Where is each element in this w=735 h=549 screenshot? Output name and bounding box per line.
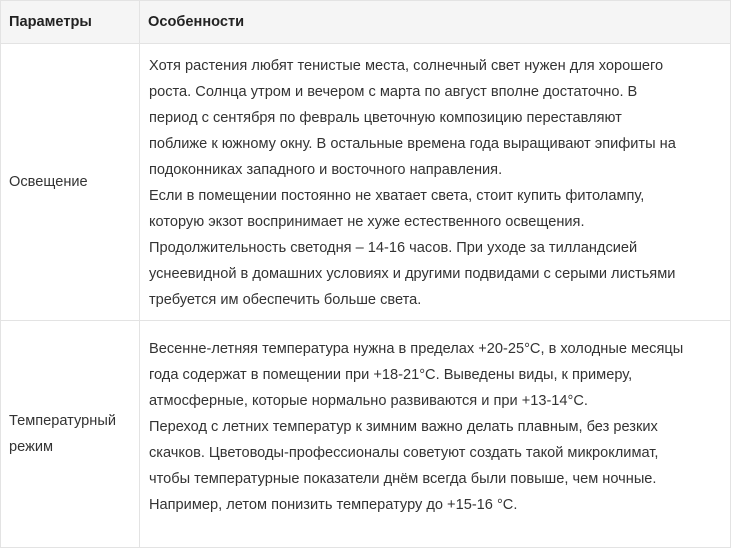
text-line: подоконниках западного и восточного направления. — [149, 162, 503, 178]
text-line: Хотя растения любят тенистые места, солнечный свет нужен для хорошего — [149, 58, 664, 74]
text-line: которую экзот воспринимает не хуже естественного освещения. — [149, 214, 585, 230]
text-line: Если в помещении постоянно не хватает света, стоит купить фитолампу, — [149, 188, 645, 204]
text-line: поближе к южному окну. В остальные времена года выращивают эпифиты на — [149, 136, 676, 152]
text-line: Переход с летних температур к зимним важно делать плавным, без резких — [149, 419, 658, 435]
text-line: Например, летом понизить температуру до +15-16 °С. — [149, 497, 518, 513]
param-label-line: режим — [9, 439, 54, 455]
header-label-features: Особенности — [148, 14, 245, 30]
param-label-line: Температурный — [9, 413, 116, 429]
table-header-row — [1, 1, 731, 44]
text-line: период с сентября по февраль цветочную композицию переставляют — [149, 110, 622, 126]
text-line: чтобы температурные показатели днём всегда были повыше, чем ночные. — [149, 471, 657, 487]
param-cell-lighting — [1, 44, 140, 321]
features-cell-lighting — [140, 44, 731, 321]
text-line: атмосферные, которые нормально развиваются и при +13-14°С. — [149, 393, 588, 409]
table-row-temperature — [1, 321, 731, 548]
features-text-lighting — [140, 51, 730, 313]
param-label-temperature — [1, 408, 139, 460]
text-line: скачков. Цветоводы-профессионалы советуют создать такой микроклимат, — [149, 445, 659, 461]
text-line: роста. Солнца утром и вечером с марта по август вполне достаточно. В — [149, 84, 638, 100]
text-line: уснеевидной в домашних условиях и другими подвидами с серыми листьями — [149, 266, 676, 282]
text-line: Продолжительность светодня – 14-16 часов. При уходе за тилландсией — [149, 240, 638, 256]
header-label-parameters: Параметры — [9, 14, 92, 30]
features-cell-temperature — [140, 321, 731, 548]
text-line: требуется им обеспечить больше света. — [149, 292, 422, 308]
table-row-lighting — [1, 44, 731, 321]
param-label-lighting: Освещение — [9, 174, 88, 190]
features-text-temperature — [140, 336, 730, 532]
text-line: года содержат в помещении при +18-21°С. Выведены виды, к примеру, — [149, 367, 633, 383]
param-cell-temperature — [1, 321, 140, 548]
text-line: Весенне-летняя температура нужна в пределах +20-25°С, в холодные месяцы — [149, 341, 684, 357]
header-cell-parameters — [1, 1, 140, 44]
header-cell-features — [140, 1, 731, 44]
